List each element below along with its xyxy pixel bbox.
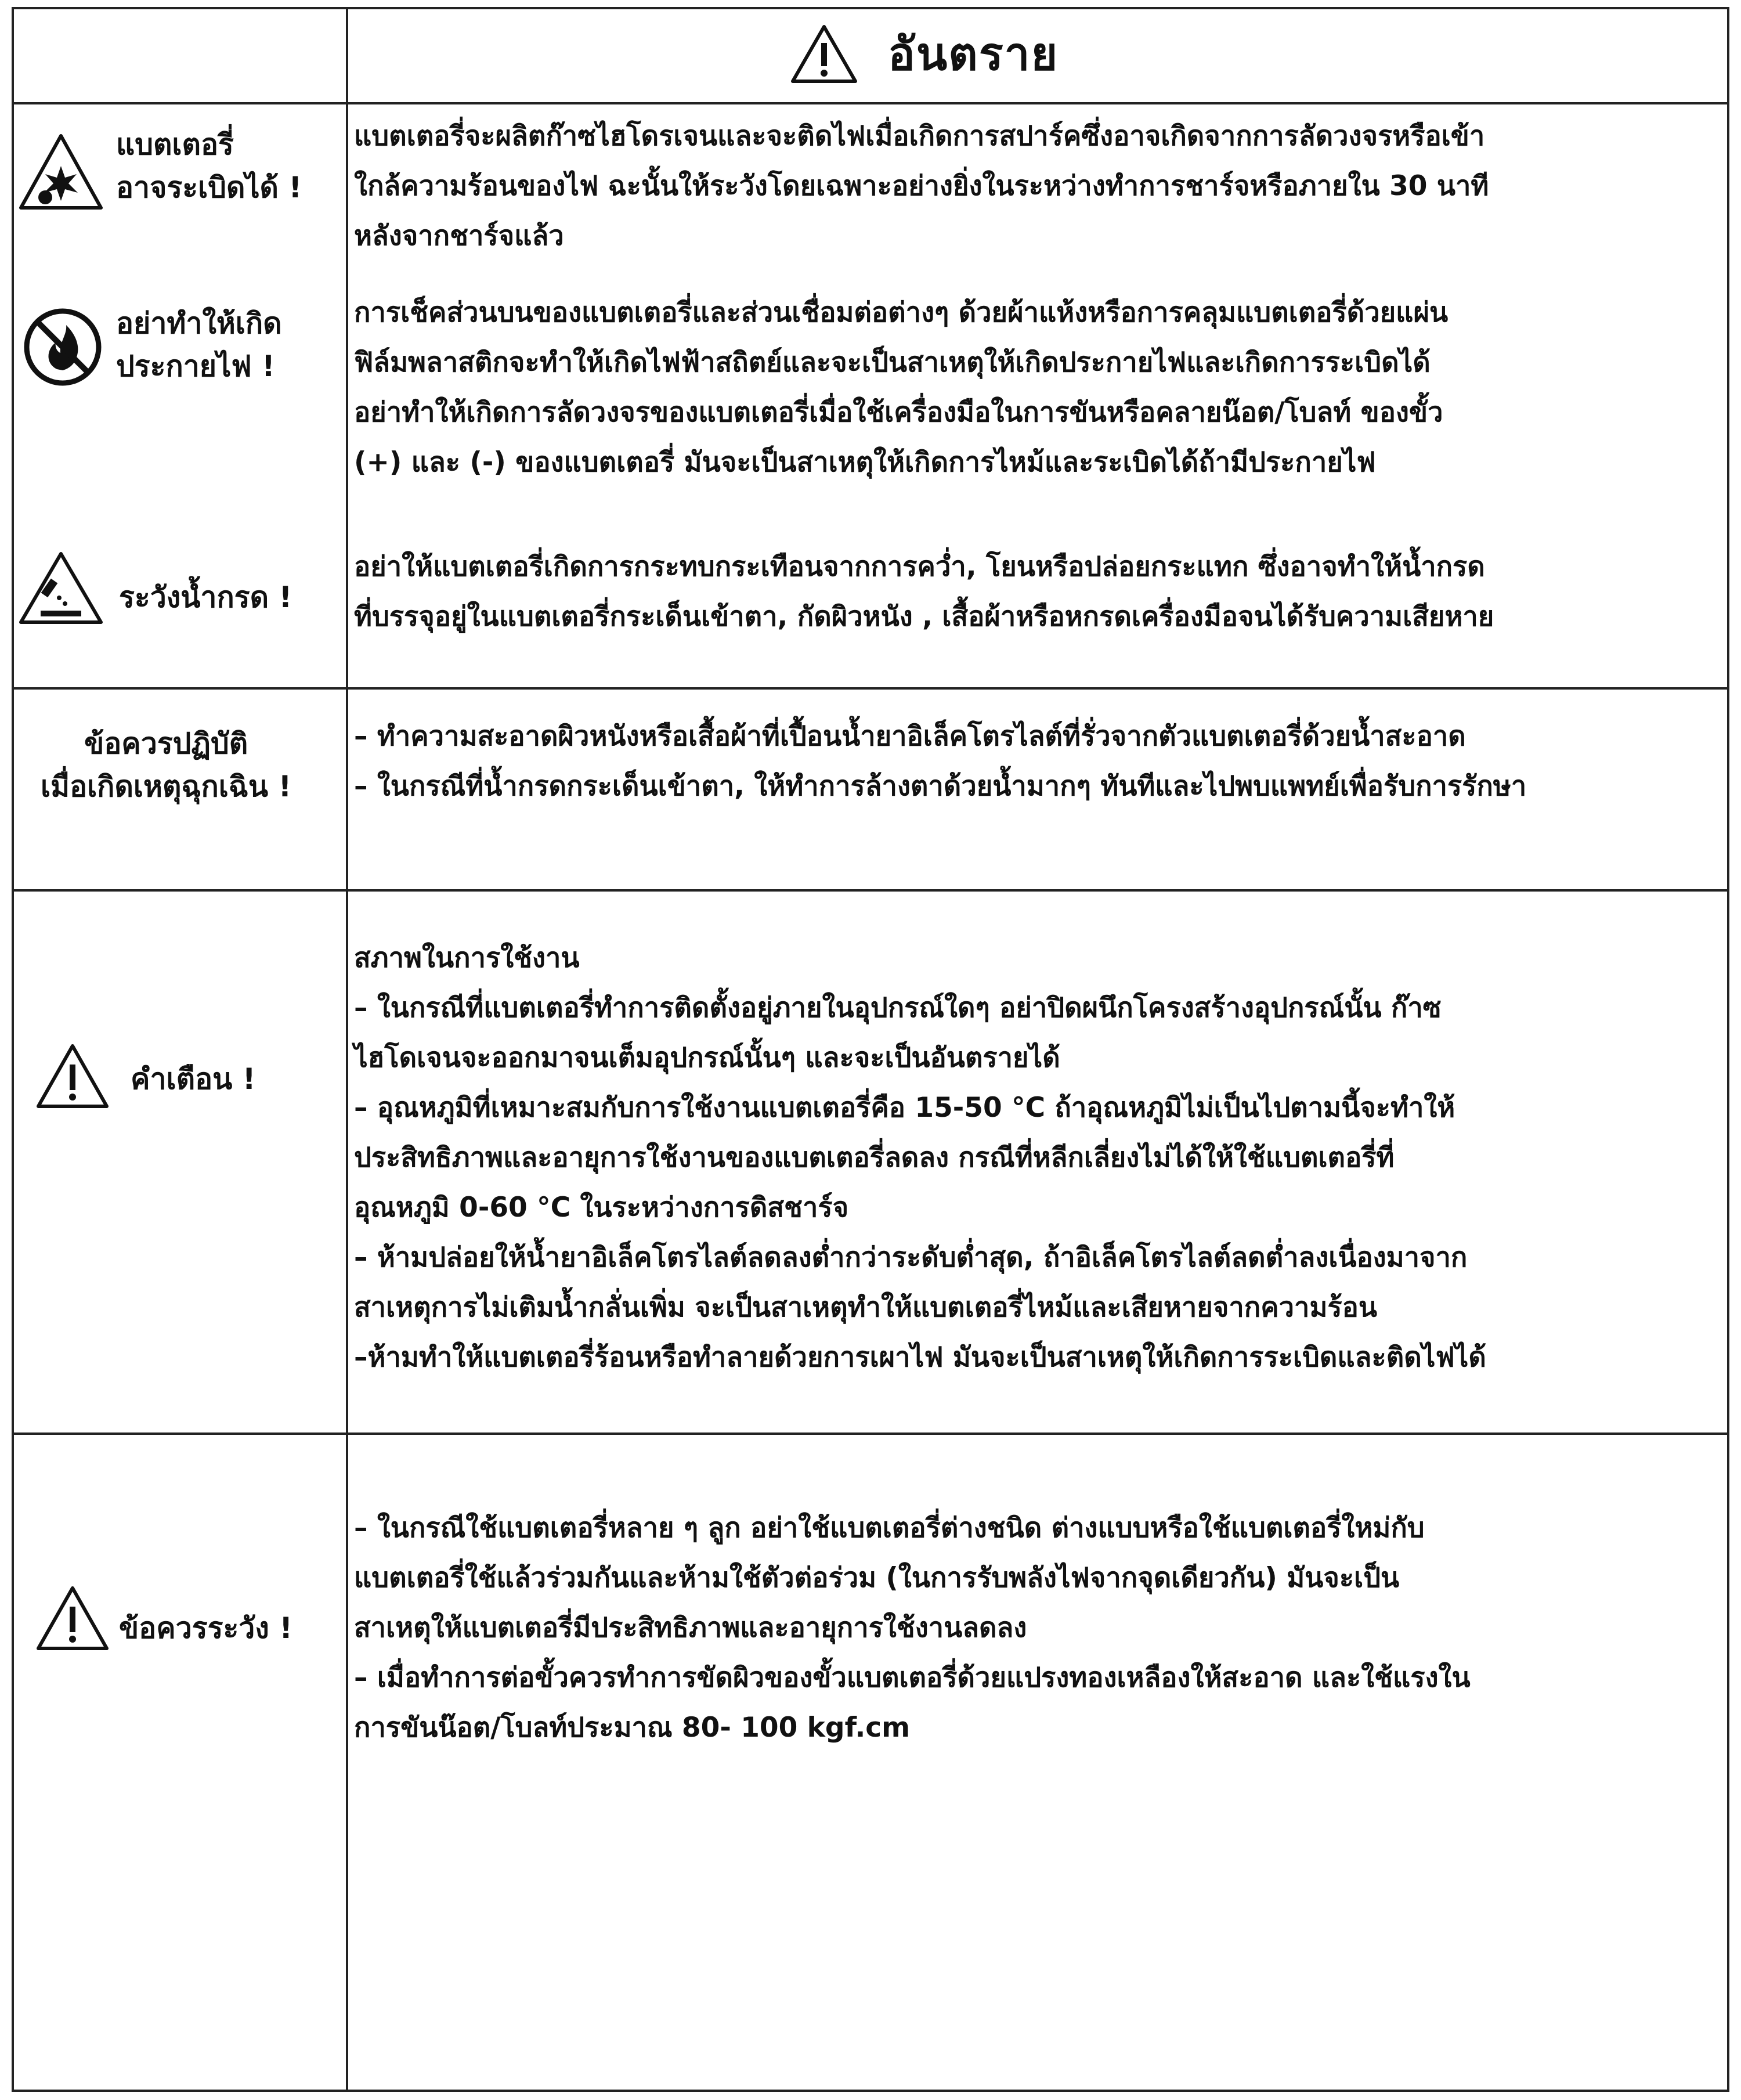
warning-triangle-icon <box>35 1042 110 1110</box>
label-battery-explode-line2: อาจระเบิดได้ ! <box>116 171 302 204</box>
text-emergency: – ทำความสะอาดผิวหนังหรือเสื้อผ้าที่เปื้อนน้ำยาอิเล็คโตรไลต์ที่รั่วจากตัวแบตเตอรี่ด้วยน้ำสะอาด – ในกรณีที่น้ำกรดกระเด็นเข้าตา, ให้ทำการล้างตาด้วยน้ำมากๆ ทันทีและไปพบแพทย์เพื่อรับการรักษา <box>354 720 1527 802</box>
warning-triangle-icon <box>789 23 859 85</box>
acid-warning-icon <box>17 550 104 626</box>
no-fire-icon <box>22 306 103 388</box>
label-emergency <box>41 722 291 808</box>
label-battery-explode-line1: แบตเตอรี่ <box>116 128 234 161</box>
text-precaution: – ในกรณีใช้แบตเตอรี่หลาย ๆ ลูก อย่าใช้แบตเตอรี่ต่างชนิด ต่างแบบหรือใช้แบตเตอรี่ใหม่กับ แบตเตอรี่ใช้แล้วร่วมกันและห้ามใช้ตัวต่อร่วม (ในการรับพลังไฟจากจุดเดียวกัน) มันจะเป็น สาเหตุให้แบตเตอรี่มีประสิทธิภาพและอายุการใช้งานลดลง – เมื่อทำการต่อขั้วควรทำการขัดผิวของขั้วแบตเตอรี่ด้วยแปรงทองเหลืองให้สะอาด และใช้แรงใน การขันน๊อต/โบลท์ประมาณ 80- 100 kgf.cm <box>354 1512 1471 1744</box>
label-no-spark-line2: ประกายไฟ ! <box>116 349 275 383</box>
label-emergency-line2: เมื่อเกิดเหตุฉุกเฉิน ! <box>41 770 292 803</box>
label-caution-text: คำเตือน ! <box>131 1062 256 1096</box>
header-title-text: อันตราย <box>888 28 1059 81</box>
label-emergency-line1: ข้อควรปฏิบัติ <box>84 727 248 760</box>
header-title <box>789 16 1059 92</box>
label-precaution-text: ข้อควรระวัง ! <box>119 1611 292 1645</box>
label-precaution <box>119 1607 292 1650</box>
label-battery-explode <box>116 123 302 209</box>
text-no-spark: การเช็คส่วนบนของแบตเตอรี่และส่วนเชื่อมต่อต่างๆ ด้วยผ้าแห้งหรือการคลุมแบตเตอรี่ด้วยแผ่น ฟิล์มพลาสติกจะทำให้เกิดไฟฟ้าสถิตย์และจะเป็นสาเหตุให้เกิดประกายไฟและเกิดการระเบิดได้ อย่าทำให้เกิดการลัดวงจรของแบตเตอรี่เมื่อใช้เครื่องมือในการขันหรือคลายน๊อต/โบลท์ ของขั้ว (+) และ (-) ของแบตเตอรี่ มันจะเป็นสาเหตุให้เกิดการไหม้และระเบิดได้ถ้ามีประกายไฟ <box>354 297 1449 478</box>
label-acid-text: ระวังน้ำกรด ! <box>119 580 292 614</box>
text-caution: สภาพในการใช้งาน – ในกรณีที่แบตเตอรี่ทำการติดตั้งอยู่ภายในอุปกรณ์ใดๆ อย่าปิดผนึกโครงสร้างอุปกรณ์นั้น ก๊าซ ไฮโดเจนจะออกมาจนเต็มอุปกรณ์นั้นๆ และจะเป็นอันตรายได้ – อุณหภูมิที่เหมาะสมกับการใช้งานแบตเตอรี่คือ 15-50 °C ถ้าอุณหภูมิไม่เป็นไปตามนี้จะทำให้ ประสิทธิภาพและอายุการใช้งานของแบตเตอรี่ลดลง กรณีที่หลีกเลี่ยงไม่ได้ให้ใช้แบตเตอรี่ที่ อุณหภูมิ 0-60 °C ในระหว่างการดิสชาร์จ – ห้ามปล่อยให้น้ำยาอิเล็คโตรไลต์ลดลงต่ำกว่าระดับต่ำสุด, ถ้าอิเล็คโตรไลต์ลดต่ำลงเนื่องมาจาก สาเหตุการไม่เติมน้ำกลั่นเพิ่ม จะเป็นสาเหตุทำให้แบตเตอรี่ไหม้และเสียหายจากความร้อน –ห้ามทำให้แบตเตอรี่ร้อนหรือทำลายด้วยการเผาไฟ มันจะเป็นสาเหตุให้เกิดการระเบิดและติดไฟได้ <box>354 942 1486 1373</box>
text-acid: อย่าให้แบตเตอรี่เกิดการกระทบกระเทือนจากการคว่ำ, โยนหรือปล่อยกระแทก ซึ่งอาจทำให้น้ำกรด ที่บรรจุอยู่ในแบตเตอรี่กระเด็นเข้าตา, กัดผิวหนัง , เสื้อผ้าหรือหกรดเครื่องมือจนได้รับความเสียหาย <box>354 551 1494 633</box>
label-no-spark-line1: อย่าทำให้เกิด <box>116 306 282 340</box>
label-acid <box>119 576 292 619</box>
explosion-warning-icon <box>17 132 104 211</box>
row-divider-header <box>14 102 1727 104</box>
column-divider <box>346 9 348 2090</box>
label-no-spark <box>116 302 282 388</box>
row-divider-1 <box>14 687 1727 690</box>
label-caution <box>131 1058 256 1100</box>
warning-triangle-icon <box>35 1585 110 1652</box>
row-divider-2 <box>14 889 1727 892</box>
row-divider-3 <box>14 1433 1727 1435</box>
text-battery-explode: แบตเตอรี่จะผลิตก๊าซไฮโดรเจนและจะติดไฟเมื่อเกิดการสปาร์คซึ่งอาจเกิดจากการลัดวงจรหรือเข้า ใกล้ความร้อนของไฟ ฉะนั้นให้ระวังโดยเฉพาะอย่างยิ่งในระหว่างทำการชาร์จหรือภายใน 30 นาที หลังจากชาร์จแล้ว <box>354 120 1489 252</box>
